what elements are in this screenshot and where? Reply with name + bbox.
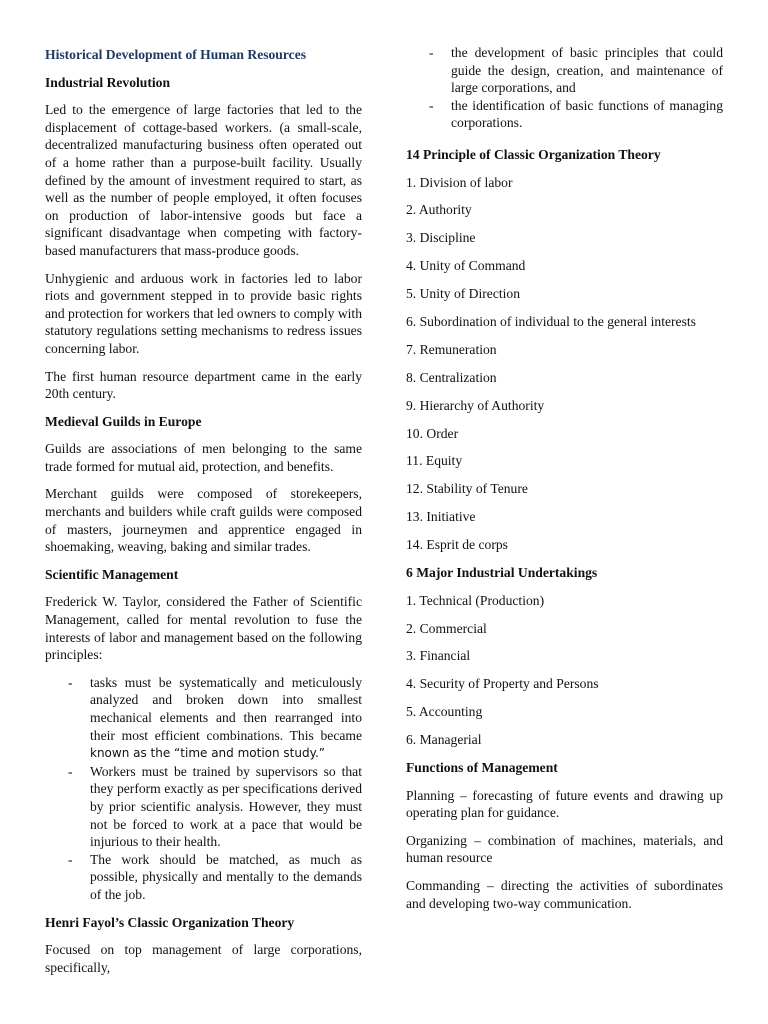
left-column	[45, 44, 362, 986]
list-item: 2. Authority	[406, 202, 472, 218]
list-item: 4. Unity of Command	[406, 258, 526, 274]
list-item: 6. Subordination of individual to the general interests	[406, 314, 696, 330]
list-item	[90, 674, 362, 763]
paragraph-industrial-1: Led to the emergence of large factories that led to the displacement of cottage-based workers. (a small-scale, decentralized manufacturing business often operated out of a home rather than a purpose-built facility. Usually defined by the amount of investment required to start, as well as the number of people employed, it often focuses on production of labor-intensive goods but face a significant disadvantage when competing with factory-based manufacturers that mass-produce goods.	[45, 102, 362, 258]
list-item: 6. Managerial	[406, 732, 482, 748]
list-item: 9. Hierarchy of Authority	[406, 397, 545, 413]
scientific-principles-list	[45, 674, 362, 904]
paragraph-industrial-2: Unhygienic and arduous work in factories led to labor riots and government stepped in to provide basic rights and protection for workers that led owners to comply with statutory regulations setting mechanisms to redress issues concerning labor.	[45, 270, 362, 356]
list-item: 7. Remuneration	[406, 341, 497, 357]
document-title: Historical Development of Human Resources	[45, 47, 307, 62]
heading-fayol-theory: Henri Fayol’s Classic Organization Theory	[45, 914, 295, 930]
paragraph-guilds-1: Guilds are associations of men belonging to the same trade formed for mutual aid, protection, and benefits.	[45, 441, 362, 474]
heading-medieval-guilds: Medieval Guilds in Europe	[45, 413, 202, 429]
paragraph-industrial-3: The first human resource department came in the early 20th century.	[45, 368, 362, 402]
list-item: 11. Equity	[406, 453, 463, 469]
heading-industrial-revolution: Industrial Revolution	[45, 74, 171, 90]
list-item: 3. Discipline	[406, 230, 476, 246]
list-item: - The work should be matched, as much as possible, physically and mentally to the demands of the job.	[90, 851, 362, 904]
paragraph-commanding: Commanding – directing the activities of subordinates and developing two-way communication.	[406, 877, 723, 911]
principles-list	[406, 174, 723, 554]
list-item-text-tail: known as the “time and motion study.”	[90, 746, 326, 761]
list-item: - the identification of basic functions of managing corporations.	[451, 97, 723, 132]
list-item: 3. Financial	[406, 648, 471, 664]
paragraph-fayol-1: Focused on top management of large corporations, specifically,	[45, 942, 362, 975]
list-item: 1. Division of labor	[406, 174, 513, 190]
list-item: - the development of basic principles that could guide the design, creation, and maintenance of large corporations, and	[451, 44, 723, 97]
list-item: 1. Technical (Production)	[406, 592, 545, 608]
heading-industrial-undertakings: 6 Major Industrial Undertakings	[406, 565, 598, 581]
undertakings-list	[406, 592, 723, 749]
paragraph-scientific-1: Frederick W. Taylor, considered the Father of Scientific Management, called for mental revolution to fuse the interests of labor and management based on the following principles:	[45, 594, 362, 663]
list-item: 5. Accounting	[406, 704, 483, 720]
list-item: 14. Esprit de corps	[406, 537, 508, 553]
heading-14-principles: 14 Principle of Classic Organization Theory	[406, 146, 661, 162]
fayol-focus-list	[406, 44, 723, 132]
list-item: 13. Initiative	[406, 509, 476, 525]
paragraph-guilds-2: Merchant guilds were composed of storekeepers, merchants and builders while craft guilds were composed of masters, journeymen and apprentice engaged in shoemaking, weaving, baking and similar trades.	[45, 486, 362, 555]
list-item: - Workers must be trained by supervisors so that they perform exactly as per specifications derived by prior scientific analysis. However, they must not be forced to work at a pace that would be injurious to their health.	[90, 763, 362, 851]
list-item: 2. Commercial	[406, 620, 487, 636]
list-item: 4. Security of Property and Persons	[406, 676, 599, 692]
list-item-text: tasks must be systematically and meticulously analyzed and broken down into smallest mechanical elements and then rearranged into their most efficient combinations. This became	[90, 674, 362, 743]
right-column	[406, 44, 723, 922]
list-item: 12. Stability of Tenure	[406, 481, 528, 497]
paragraph-planning: Planning – forecasting of future events and drawing up operating plan for guidance.	[406, 787, 723, 821]
heading-functions-of-management: Functions of Management	[406, 759, 558, 775]
heading-scientific-management: Scientific Management	[45, 566, 179, 582]
list-item: 10. Order	[406, 425, 459, 441]
list-item: 8. Centralization	[406, 369, 497, 385]
paragraph-organizing: Organizing – combination of machines, materials, and human resource	[406, 832, 723, 866]
list-item: 5. Unity of Direction	[406, 286, 521, 302]
